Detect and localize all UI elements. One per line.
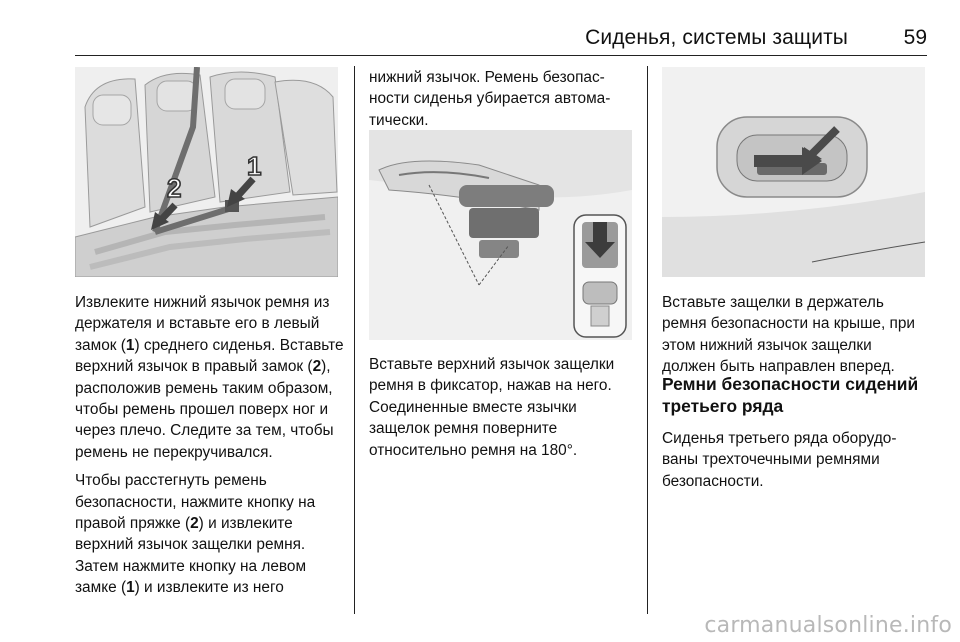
column-1-text: [75, 292, 347, 606]
column-2-top-text: нижний язычок. Ремень безопас-ности сиденья убирается автома-тически.: [369, 69, 611, 129]
roof-holder-illustration: [662, 67, 925, 277]
column-2-bottom-text: Вставьте верхний язычок защелки ремня в фиксатор, нажав на него. Соединенные вместе язычки защелок ремня поверните относительно ремня на 180°.: [369, 356, 615, 459]
callout-2: 2: [167, 173, 182, 203]
figure-latch-holder: [369, 130, 632, 340]
figure-roof-holder: [662, 67, 925, 277]
section-heading: Ремни безопасности сидений третьего ряда: [662, 374, 919, 416]
paragraph-fasten: Извлеките нижний язычок ремня из держателя и вставьте его в левый замок (1) среднего сиденья. Вставьте верхний язычок в правый замок (2), расположив ремень таким образом, чтобы ремень прошел поверх ног и через плечо. Следите за тем, чтобы ремень не перекручивался.: [75, 294, 344, 461]
column-3-text-2: Сиденья третьего ряда оборудо-ваны трехточечными ремнями безопасности.: [662, 430, 897, 490]
paragraph-unfasten: Чтобы расстегнуть ремень безопасности, нажмите кнопку на правой пряжке (2) и извлеките верхний язычок защелки ремня. Затем нажмите кнопку на левом замке (1) и извлеките из него: [75, 472, 316, 597]
header-rule: [75, 55, 927, 56]
watermark: carmanualsonline.info: [704, 613, 952, 638]
seat-belt-illustration: [75, 67, 338, 277]
column-divider-left: [354, 66, 355, 614]
page-number: 59: [903, 26, 927, 49]
callout-1: 1: [247, 151, 262, 181]
section-title: Сиденья, системы защиты: [585, 26, 848, 49]
latch-holder-illustration: [369, 130, 632, 340]
figure-seat-belt-buckles: [75, 67, 338, 277]
column-divider-right: [647, 66, 648, 614]
column-3-text-1: Вставьте защелки в держатель ремня безопасности на крыше, при этом нижний язычок защелки должен быть направлен вперед.: [662, 294, 916, 376]
